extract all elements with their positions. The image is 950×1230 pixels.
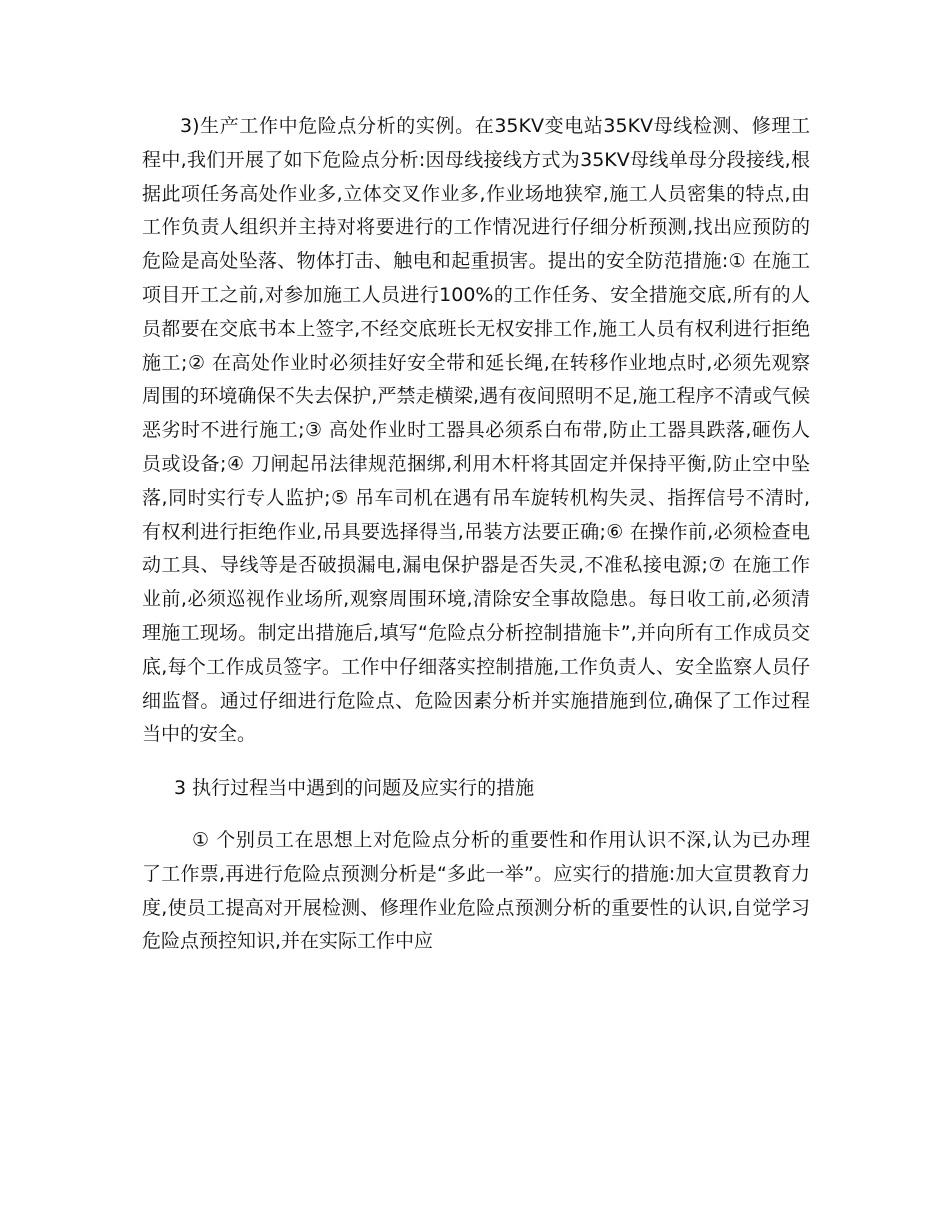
document-body (142, 110, 810, 959)
paragraph-issues-measures: ① 个别员工在思想上对危险点分析的重要性和作用认识不深,认为已办理了工作票,再进行危险点预测分析是“多此一举”。应实行的措施:加大宣贯教育力度,使员工提高对开展检测、修理作业危险点预测分析的重要性的认识,自觉学习危险点预控知识,并在实际工作中应 (142, 828, 810, 953)
paragraph-hazard-analysis-example: 3)生产工作中危险点分析的实例。在35KV变电站35KV母线检测、修理工程中,我们开展了如下危险点分析:因母线接线方式为35KV母线单母分段接线,根据此项任务高处作业多,立体交叉作业多,作业场地狭窄,施工人员密集的特点,由工作负责人组织并主持对将要进行的工作情况进行仔细分析预测,找出应预防的危险是高处坠落、物体打击、触电和起重损害。提出的安全防范措施:① 在施工项目开工之前,对参加施工人员进行100%的工作任务、安全措施交底,所有的人员都要在交底书本上签字,不经交底班长无权安排工作,施工人员有权利进行拒绝施工;② 在高处作业时必须挂好安全带和延长绳,在转移作业地点时,必须先观察周围的环境确保不失去保护,严禁走横梁,遇有夜间照明不足,施工程序不清或气候恶劣时不进行施工;③ 高处作业时工器具必须系白布带,防止工器具跌落,砸伤人员或设备;④ 刀闸起吊法律规范捆绑,利用木杆将其固定并保持平衡,防止空中坠落,同时实行专人监护;⑤ 吊车司机在遇有吊车旋转机构失灵、指挥信号不清时,有权利进行拒绝作业,吊具要选择得当,吊装方法要正确;⑥ 在操作前,必须检查电动工具、导线等是否破损漏电,漏电保护器是否失灵,不准私接电源;⑦ 在施工作业前,必须巡视作业场所,观察周围环境,清除安全事故隐患。每日收工前,必须清理施工现场。制定出措施后,填写“危险点分析控制措施卡”,并向所有工作成员交底,每个工作成员签字。工作中仔细落实控制措施,工作负责人、安全监察人员仔细监督。通过仔细进行危险点、危险因素分析并实施措施到位,确保了工作过程当中的安全。 (142, 115, 810, 746)
section-heading-3: 3 执行过程当中遇到的问题及应实行的措施 (174, 777, 535, 800)
